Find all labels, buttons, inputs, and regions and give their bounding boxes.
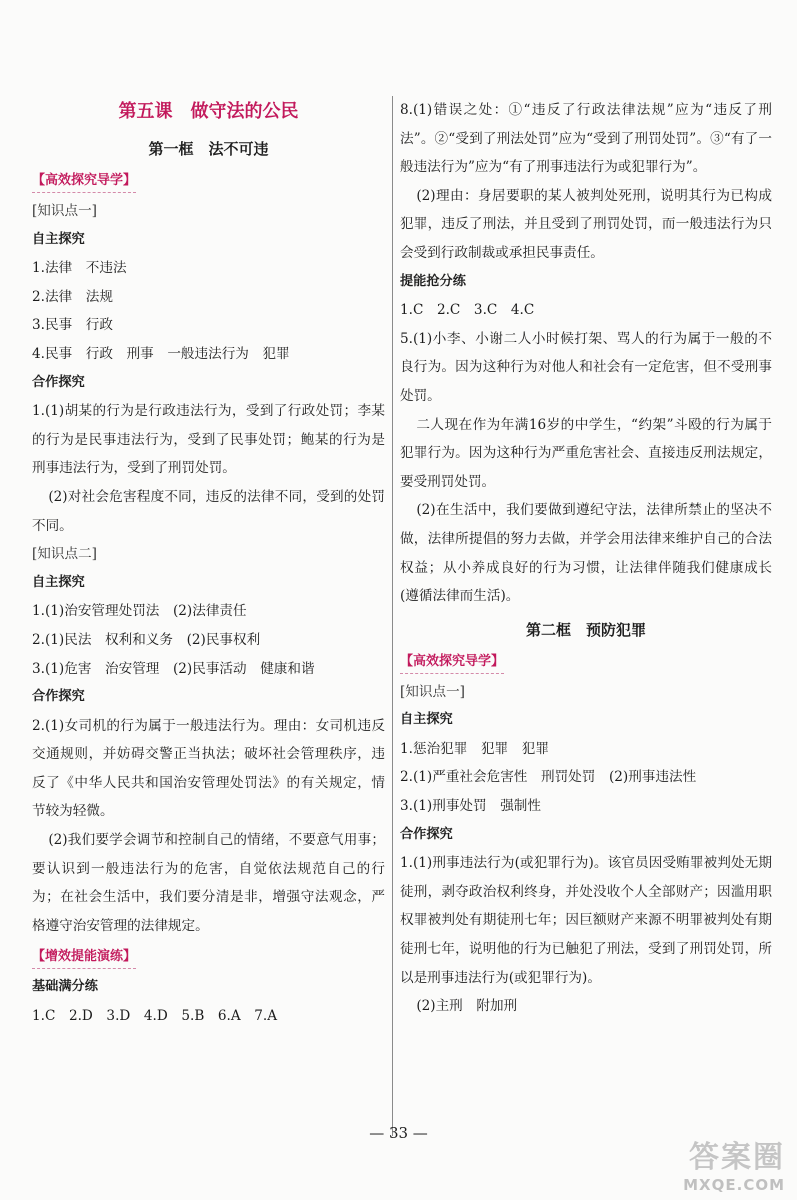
frame-title: 第二框 预防犯罪 <box>525 620 646 639</box>
answer-line: (2)主刑 附加刑 <box>416 998 518 1015</box>
knowledge-point-label: [知识点一] <box>32 203 97 219</box>
answer-line: 2.法律 法规 <box>32 288 113 305</box>
answer-paragraph: (2)在生活中，我们要做到遵纪守法，法律所禁止的坚决不做，法律所提倡的努力去做，并学会用法律来维护自己的合法权益；从小养成良好的行为习惯，让法律伴随我们健康成长(遵循法律而生活)。 <box>400 502 772 605</box>
watermark-logo <box>683 1132 785 1194</box>
answer-paragraph: (2)理由：身居要职的某人被判处死刑，说明其行为已构成犯罪，违反了刑法，并且受到了刑罚处罚，而一般违法行为只会受到行政制裁或承担民事责任。 <box>400 187 772 261</box>
section-tag: 【增效提能演练】 <box>32 946 136 969</box>
answer-line: 3.民事 行政 <box>32 317 113 334</box>
answer-paragraph: 8.(1)错误之处：①“违反了行政法律法规”应为“违反了刑法”。②“受到了刑法处罚”应为“受到了刑罚处罚”。③“有了一般违法行为”应为“有了刑事违法行为或犯罪行为”。 <box>400 102 772 176</box>
subheading: 自主探究 <box>32 231 85 247</box>
answer-line: 1.C 2.D 3.D 4.D 5.B 6.A 7.A <box>32 1008 278 1025</box>
subheading: 自主探究 <box>400 712 453 728</box>
subheading: 提能抢分练 <box>400 273 466 289</box>
answer-line: 2.(1)严重社会危害性 刑罚处罚 (2)刑事违法性 <box>400 769 697 786</box>
subheading: 合作探究 <box>32 374 85 390</box>
page-number: — 33 — <box>369 1124 428 1142</box>
answer-paragraph: 1.(1)胡某的行为是行政违法行为，受到了行政处罚；李某的行为是民事违法行为，受到了民事处罚；鲍某的行为是刑事违法行为，受到了刑罚处罚。 <box>32 403 385 477</box>
answer-line: 1.法律 不违法 <box>32 260 127 277</box>
subheading: 合作探究 <box>400 826 453 842</box>
answer-paragraph: (2)对社会危害程度不同，违反的法律不同，受到的处罚不同。 <box>32 488 385 534</box>
answer-paragraph: (2)我们要学会调节和控制自己的情绪，不要意气用事；要认识到一般违法行为的危害，自觉依法规范自己的行为；在社会生活中，我们要分清是非，增强守法观念，严格遵守治安管理的法律规定。 <box>32 832 385 934</box>
answer-paragraph: 1.(1)刑事违法行为(或犯罪行为)。该官员因受贿罪被判处无期徒刑，剥夺政治权利终身，并处没收个人全部财产；因滥用职权罪被判处有期徒刑七年；因巨额财产来源不明罪被判处有期徒刑七年，说明他的行为已触犯了刑法，受到了刑罚处罚，所以是刑事违法行为(或犯罪行为)。 <box>400 855 772 986</box>
subheading: 自主探究 <box>32 574 85 590</box>
subheading: 合作探究 <box>32 689 85 705</box>
left-column <box>32 96 385 1031</box>
lesson-title: 第五课 做守法的公民 <box>118 101 299 122</box>
subheading: 基础满分练 <box>32 979 98 995</box>
answer-line: 4.民事 行政 刑事 一般违法行为 犯罪 <box>32 345 290 362</box>
watermark-bottom: MXQE.COM <box>683 1176 785 1194</box>
knowledge-point-label: [知识点一] <box>400 683 465 700</box>
watermark-top: 答案圈 <box>689 1140 785 1175</box>
answer-paragraph: 5.(1)小李、小谢二人小时候打架、骂人的行为属于一般的不良行为。因为这种行为对他人和社会有一定危害，但不受刑事处罚。 <box>400 330 772 404</box>
knowledge-point-label: [知识点二] <box>32 546 97 563</box>
answer-line: 2.(1)民法 权利和义务 (2)民事权利 <box>32 631 261 648</box>
frame-title: 第一框 法不可违 <box>148 140 269 158</box>
section-tag: 【高效探究导学】 <box>400 651 504 674</box>
answer-line: 1.(1)治安管理处罚法 (2)法律责任 <box>32 603 247 620</box>
section-tag: 【高效探究导学】 <box>32 170 136 193</box>
answer-paragraph: 2.(1)女司机的行为属于一般违法行为。理由：女司机违反交通规则，并妨碍交警正当执法；破坏社会管理秩序，违反了《中华人民共和国治安管理处罚法》的有关规定，情节较为轻微。 <box>32 717 385 820</box>
answer-line: 3.(1)刑事处罚 强制性 <box>400 798 541 815</box>
answer-line: 1.C 2.C 3.C 4.C <box>400 302 535 319</box>
answer-line: 3.(1)危害 治安管理 (2)民事活动 健康和谐 <box>32 660 315 677</box>
right-column <box>400 96 772 1021</box>
column-divider <box>392 96 393 1136</box>
answer-paragraph: 二人现在作为年满16岁的中学生，“约架”斗殴的行为属于犯罪行为。因为这种行为严重危害社会、直接违反刑法规定，要受刑罚处罚。 <box>400 416 772 490</box>
answer-line: 1.惩治犯罪 犯罪 犯罪 <box>400 740 549 757</box>
